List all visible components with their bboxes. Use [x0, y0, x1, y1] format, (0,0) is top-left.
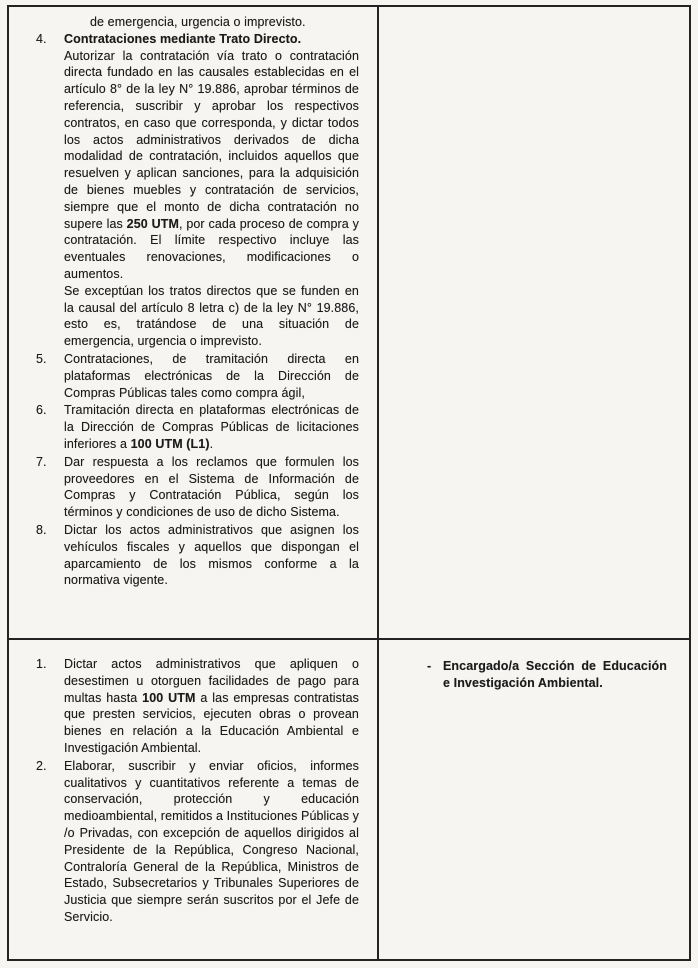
list-item-6: [36, 402, 359, 452]
table-cell-functions-1: [9, 7, 379, 638]
item-text: Dictar actos administrativos que apliquen o desestimen u otorguen facilidades de pago para multas hasta: [64, 657, 359, 705]
item-paragraph: [64, 48, 359, 283]
item-paragraph: Se exceptúan los tratos directos que se funden en la causal del artículo 8 letra c) de la ley N° 19.886, esto es, tratándose de una situación de emergencia, urgencia o imprevisto.: [64, 283, 359, 349]
list-item-2: [36, 758, 359, 926]
item-body: Contrataciones, de tramitación directa en plataformas electrónicas de la Dirección de Compras Públicas tales como compra ágil,: [64, 351, 359, 400]
list-item-7: [36, 454, 359, 521]
item-text: a las empresas contratistas que presten servicios, ejecuten obras o provean bienes en relación a la Educación Ambiental e Investigación Ambiental.: [64, 690, 360, 755]
item-text-bold: 100 UTM: [142, 690, 196, 705]
item-number: 1.: [36, 657, 47, 671]
dash-bullet: -: [427, 659, 432, 673]
item-text-bold: 100 UTM (L1): [130, 436, 210, 451]
item-number: 2.: [36, 758, 47, 773]
item-body: [64, 402, 359, 452]
item-body: [64, 31, 359, 350]
continuation-text: de emergencia, urgencia o imprevisto.: [90, 15, 306, 29]
document-table: [7, 5, 691, 961]
item-body: Elaborar, suscribir y enviar oficios, informes cualitativos y cuantitativos referente a temas de conservación, protección y educación medioambiental, remitidos a Instituciones Públicas y /o Privadas, con excepción de aquellos dirigidos al Presidente de la República, Congreso Nacional, Contraloría General de la República, Ministros de Estado, Subsecretarios y Tribunales Superiores de Justicia que siempre serán suscritos por el Jefe de Servicio.: [64, 758, 359, 924]
item-number: 6.: [36, 403, 47, 418]
list-item-5: [36, 351, 359, 401]
item-body: Dar respuesta a los reclamos que formulen los proveedores en el Sistema de Información de Compras y Contratación Pública, según los términos y condiciones de uso de dicho Sistema.: [64, 454, 359, 520]
responsible-entry: [427, 658, 667, 692]
item-body: Dictar los actos administrativos que asignen los vehículos fiscales y aquellos que dispongan el aparcamiento de los mismos conforme a la normativa vigente.: [64, 522, 359, 588]
item-text: .: [209, 436, 214, 451]
list-item-4: [36, 31, 359, 350]
item-number: 5.: [36, 351, 47, 366]
table-cell-functions-2: [9, 640, 379, 959]
table-row-2: [9, 640, 689, 959]
item-number: 8.: [36, 522, 47, 537]
item-number: 7.: [36, 454, 47, 469]
table-row-1: [9, 7, 689, 640]
list-item-1: [36, 656, 359, 757]
responsible-label: Encargado/a Sección de Educación e Investigación Ambiental.: [443, 659, 667, 690]
list-item-8: [36, 522, 359, 589]
item-heading: Contrataciones mediante Trato Directo.: [64, 31, 302, 46]
item-text: Autorizar la contratación vía trato o contratación directa fundado en las causales establecidas en el artículo 8° de la ley N° 19.886, aprobar términos de referencia, suscribir y aprobar los respectivos contratos, en caso que corresponda, y dictar todos los actos administrativos derivados de dicha modalidad de contratación, incluidos aquellos que resuelven y aplican sanciones, para la adquisición de bienes muebles y contratación de servicios, siempre que el monto de dicha contratación no supere las: [64, 48, 359, 231]
table-cell-responsible-1: [379, 7, 689, 638]
item-text: , por cada proceso de compra y contratación. El límite respectivo incluye las eventuales renovaciones, modificaciones o aumentos.: [64, 216, 359, 281]
item-text: Tramitación directa en plataformas electrónicas de la Dirección de Compras Públicas de licitaciones inferiores a: [64, 403, 359, 451]
item-number: 4.: [36, 31, 47, 46]
item-text-bold: 250 UTM: [126, 216, 179, 231]
item-body: [64, 656, 359, 757]
table-cell-responsible-2: [379, 640, 689, 959]
